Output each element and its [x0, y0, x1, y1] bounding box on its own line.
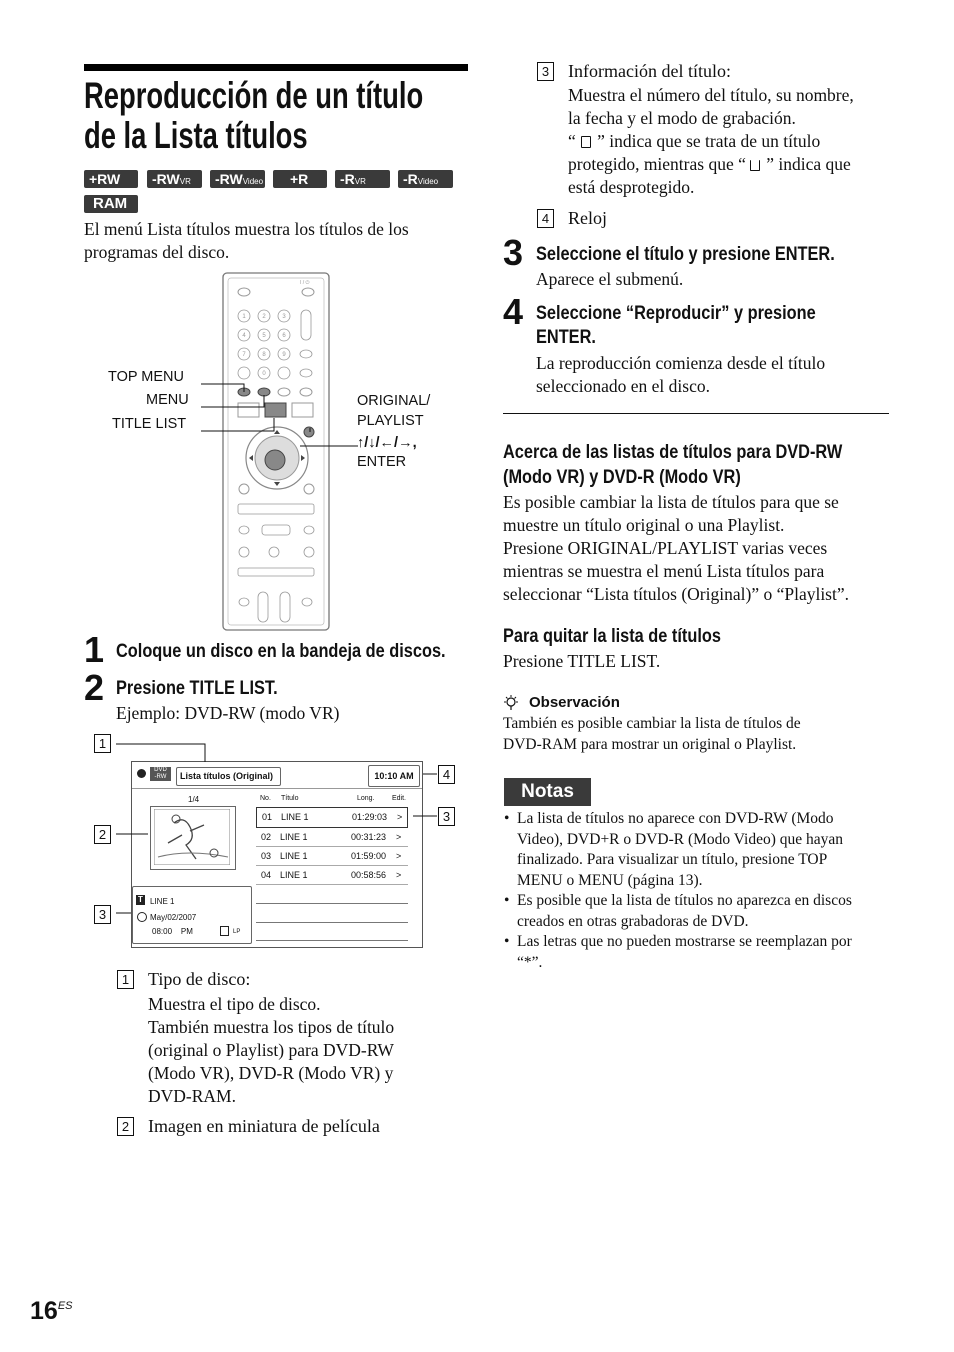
legend-1-number: 1 [117, 970, 134, 989]
about-line: Presione ORIGINAL/PLAYLIST varias veces [503, 538, 828, 558]
svg-text:8: 8 [262, 352, 266, 358]
step-1-text: Coloque un disco en la bandeja de discos. [116, 641, 446, 662]
svg-text:5: 5 [262, 333, 266, 339]
protected-lock-icon [581, 136, 591, 148]
callout-2: 2 [94, 825, 111, 844]
legend-4-number: 4 [537, 209, 554, 228]
tip-text [503, 714, 903, 755]
row-title: LINE 1 [280, 832, 308, 842]
legend-1-line: (Modo VR), DVD-R (Modo VR) y [148, 1063, 394, 1083]
step-4-detail-line: seleccionado en el disco. [536, 376, 710, 396]
label-menu: MENU [146, 392, 189, 408]
legend-2-heading: Imagen en miniatura de película [148, 1116, 380, 1136]
legend-3-line-unprotected [568, 153, 898, 176]
svg-text:9: 9 [282, 352, 286, 358]
row-no: 04 [261, 870, 272, 880]
step-4-detail-line: La reproducción comienza desde el título [536, 353, 826, 373]
screen-callout-lines [100, 740, 460, 920]
legend-3-line: Muestra el número del título, su nombre, [568, 85, 854, 105]
disc-badge-minus-rw-vr: -RWVR [147, 170, 202, 188]
title-icon: T [136, 895, 145, 905]
remote-leader-lines-right [300, 428, 360, 468]
step-4-line-1: Seleccione “Reproducir” y presione [536, 303, 816, 324]
empty-row-line [256, 922, 408, 923]
row-no: 01 [262, 812, 273, 822]
page-number-value: 16 [30, 1297, 58, 1325]
row-length: 00:31:23 [351, 832, 387, 842]
clock-box: 10:10 AM [368, 765, 420, 787]
legend-3-line: está desprotegido. [568, 177, 695, 197]
label-original-line-1: ORIGINAL/ [357, 393, 431, 409]
col-no: No. [260, 795, 271, 802]
legend-1-line: DVD-RAM. [148, 1086, 236, 1106]
step-4-text [536, 302, 816, 350]
info-time: 08:00 PM [152, 927, 193, 936]
label-arrows: ↑/↓/←/→, [357, 435, 417, 451]
row-length: 01:59:00 [351, 851, 387, 861]
svg-text:0: 0 [262, 371, 266, 377]
notes-list [503, 809, 903, 973]
svg-text:I / ⏻: I / ⏻ [300, 280, 310, 286]
open-quote: “ [568, 131, 576, 151]
svg-text:3: 3 [282, 314, 286, 320]
about-title [503, 440, 842, 490]
label-enter: ENTER [357, 454, 407, 470]
about-line: Es posible cambiar la lista de títulos para que se [503, 492, 839, 512]
row-length: 01:29:03 [352, 812, 388, 822]
step-3-detail: Aparece el submenú. [536, 269, 684, 289]
svg-text:2: 2 [262, 314, 266, 320]
disc-badge-plus-rw: +RW [84, 170, 138, 188]
tip-title: Observación [529, 694, 620, 711]
disc-badge-minus-r-vr: -RVR [335, 170, 390, 188]
legend-2-number: 2 [117, 1117, 134, 1136]
list-item [503, 809, 903, 891]
row-no: 03 [261, 851, 272, 861]
legend-3-text-part: ” indica que se trata de un título [592, 131, 821, 151]
svg-text:1: 1 [242, 314, 246, 320]
row-edit-arrow: > [397, 812, 403, 822]
row-title: LINE 1 [281, 812, 309, 822]
about-line: seleccionar “Lista títulos (Original)” o “Playlist”. [503, 584, 850, 604]
list-title-box: Lista títulos (Original) [176, 767, 281, 786]
tip-line: También es posible cambiar la lista de títulos de [503, 715, 801, 732]
disc-badge-minus-r-video: -RVideo [398, 170, 453, 188]
bullet: • [504, 810, 510, 827]
step-4-detail [536, 352, 896, 398]
legend-3-text-part: protegido, mientras que “ [568, 154, 746, 174]
callout-4: 4 [438, 765, 455, 784]
callout-1: 1 [94, 734, 111, 753]
intro-line-2: programas del disco. [84, 242, 230, 262]
list-item [503, 932, 903, 973]
note-line: Video), DVD+R o DVD-R (Modo Video) que hayan [517, 830, 844, 848]
callout-3b: 3 [438, 807, 455, 826]
note-line: Las letras que no pueden mostrarse se reemplazan por [517, 933, 852, 950]
quit-title: Para quitar la lista de títulos [503, 626, 721, 647]
notes-badge: Notas [504, 778, 591, 806]
row-title: LINE 1 [280, 870, 308, 880]
empty-row-line [256, 940, 408, 941]
legend-4-heading: Reloj [568, 208, 607, 228]
title-rule [84, 64, 468, 71]
col-title: Título [281, 795, 299, 802]
unprotected-lock-icon [750, 160, 760, 171]
label-original-playlist [357, 392, 430, 430]
legend-1-heading: Tipo de disco: [148, 969, 251, 989]
legend-3-text [568, 84, 898, 199]
page-title [84, 76, 469, 156]
legend-3-text-part: ” indica que [761, 154, 851, 174]
page-count: 1/4 [188, 795, 200, 804]
legend-3-heading: Información del título: [568, 61, 731, 81]
intro-line-1: El menú Lista títulos muestra los títulos de los [84, 219, 409, 239]
row-edit-arrow: > [396, 870, 402, 880]
legend-1-line: (original o Playlist) para DVD-RW [148, 1040, 394, 1060]
step-4-line-2: ENTER. [536, 327, 596, 348]
col-edit: Edit. [392, 795, 407, 802]
legend-3-number: 3 [537, 62, 554, 81]
protect-icon [220, 926, 229, 936]
label-top-menu: TOP MENU [108, 369, 185, 385]
step-1-number: 1 [84, 629, 105, 670]
step-2-example: Ejemplo: DVD-RW (modo VR) [116, 703, 340, 723]
info-title: LINE 1 [150, 897, 175, 906]
tip-lightbulb-icon [503, 695, 519, 711]
bullet: • [504, 933, 510, 950]
note-line: finalizado. Para visualizar un título, presione TOP [517, 851, 828, 868]
note-line: “*”. [517, 953, 543, 971]
note-line: La lista de títulos no aparece con DVD-RW (Modo [517, 810, 834, 827]
about-text [503, 491, 903, 606]
label-title-list: TITLE LIST [112, 416, 187, 432]
tip-line: DVD-RAM para mostrar un original o Playlist. [503, 735, 797, 753]
disc-badge-plus-r: +R [273, 170, 327, 188]
row-title: LINE 1 [280, 851, 308, 861]
step-3-text: Seleccione el título y presione ENTER. [536, 244, 835, 265]
info-date: May/02/2007 [150, 913, 197, 922]
legend-1-text [148, 993, 468, 1108]
row-no: 02 [261, 832, 272, 842]
svg-text:4: 4 [242, 333, 246, 339]
about-title-line-2: (Modo VR) y DVD-R (Modo VR) [503, 467, 741, 488]
note-line: Es posible que la lista de títulos no aparezca en discos [517, 892, 852, 909]
callout-3a: 3 [94, 905, 111, 924]
svg-text:7: 7 [242, 352, 246, 358]
bullet: • [504, 892, 510, 909]
step-3-number: 3 [503, 232, 524, 273]
disc-type-line-1: DVD [154, 767, 167, 773]
list-item [503, 891, 903, 932]
step-2-number: 2 [84, 667, 105, 708]
about-line: mientras se muestra el menú Lista títulos para [503, 561, 825, 581]
about-line: muestre un título original o una Playlist. [503, 515, 785, 535]
row-edit-arrow: > [396, 851, 402, 861]
svg-text:6: 6 [282, 333, 286, 339]
step-2-text: Presione TITLE LIST. [116, 678, 278, 699]
note-line: creados en otras grabadoras de DVD. [517, 912, 749, 930]
quit-text: Presione TITLE LIST. [503, 651, 661, 671]
note-line: MENU o MENU (página 13). [517, 871, 703, 889]
row-length: 00:58:56 [351, 870, 387, 880]
disc-badge-minus-rw-video: -RWVideo [210, 170, 265, 188]
step-4-number: 4 [503, 291, 524, 332]
page-title-line-2: de la Lista títulos [84, 115, 308, 156]
page-number-suffix: ES [57, 1300, 73, 1312]
info-mode: LP [233, 929, 241, 935]
remote-leader-lines [198, 375, 313, 455]
legend-3-line-protected [568, 130, 898, 153]
label-original-line-2: PLAYLIST [357, 413, 424, 429]
page-title-line-1: Reproducción de un título [84, 75, 424, 116]
legend-1-line: Muestra el tipo de disco. [148, 994, 321, 1014]
legend-1-line: También muestra los tipos de título [148, 1017, 395, 1037]
col-length: Long. [357, 795, 375, 802]
disc-badge-ram: RAM [84, 195, 138, 213]
disc-type-line-2: -RW [154, 774, 167, 780]
section-divider [503, 413, 889, 414]
intro-text [84, 218, 474, 264]
row-edit-arrow: > [396, 832, 402, 842]
about-title-line-1: Acerca de las listas de títulos para DVD-RW [503, 442, 843, 463]
legend-3-line: la fecha y el modo de grabación. [568, 108, 796, 128]
page-number [30, 1297, 73, 1326]
